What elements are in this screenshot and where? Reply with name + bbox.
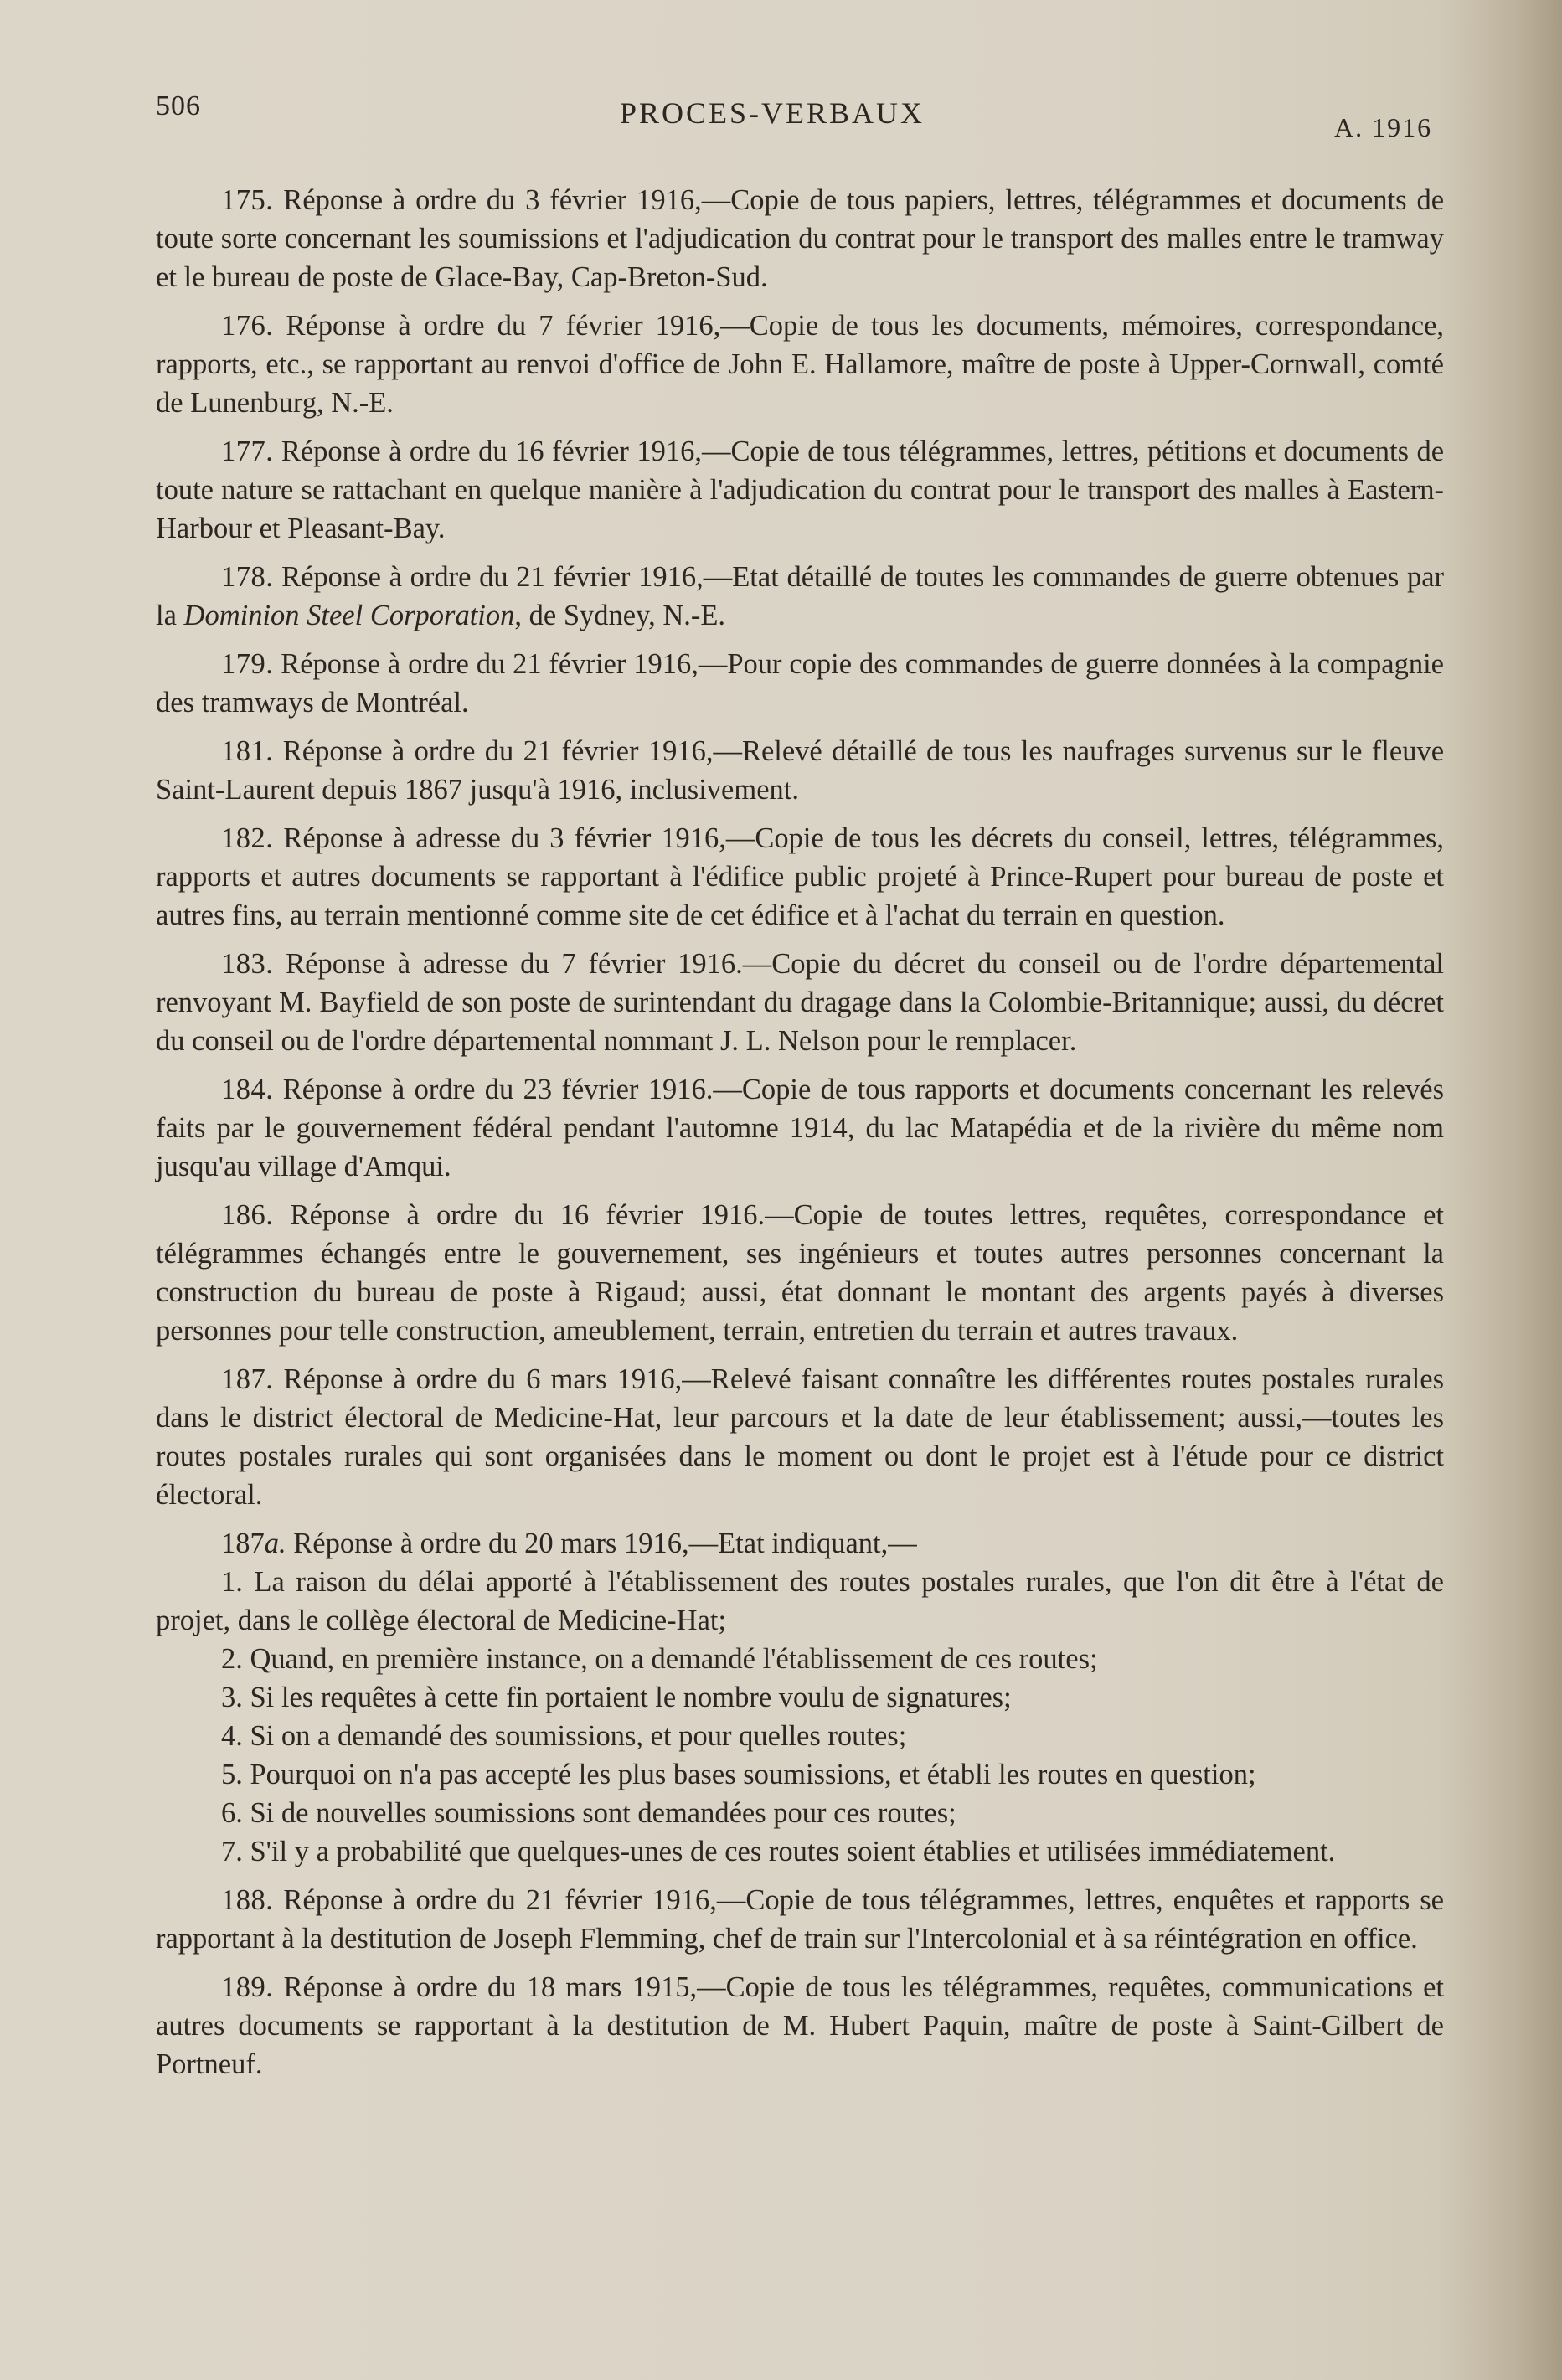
running-title: PROCES-VERBAUX [620,96,925,130]
entry-187a-item: 7. S'il y a probabilité que quelques-unes de ces routes soient établies et utilisées immédiatement. [221,1836,1336,1867]
entry-181: 181. Réponse à ordre du 21 février 1916,—Relevé détaillé de tous les naufrages survenus sur le fleuve Saint-Laurent depuis 1867 jusqu'à 1916, inclusivement. [156,735,1445,806]
page-number: 506 [156,90,201,121]
entry-186: 186. Réponse à ordre du 16 février 1916.—Copie de toutes lettres, requêtes, correspondance et télégrammes échangés entre le gouvernement, ses ingénieurs et toutes autres personnes concernant la construction du bureau de poste à Rigaud; aussi, état donnant le montant des argents payés à diverses personnes pour telle construction, ameublement, terrain, entretien du terrain et autres travaux. [156,1199,1444,1347]
entry-188: 188. Réponse à ordre du 21 février 1916,—Copie de tous télégrammes, lettres, enquêtes et rapports se rapportant à la destitution de Joseph Flemming, chef de train sur l'Intercolonial et à sa réintégration en office. [156,1884,1444,1955]
entry-187a-item: 4. Si on a demandé des soumissions, et pour quelles routes; [221,1720,907,1752]
entry-183: 183. Réponse à adresse du 7 février 1916.—Copie du décret du conseil ou de l'ordre départemental renvoyant M. Bayfield de son poste de surintendant du dragage dans la Colombie-Britannique; aussi, du décret du conseil ou de l'ordre départemental nommant J. L. Nelson pour le remplacer. [156,948,1444,1057]
entry-176: 176. Réponse à ordre du 7 février 1916,—Copie de tous les documents, mémoires, correspondance, rapports, etc., se rapportant au renvoi d'office de John E. Hallamore, maître de poste à Upper-Cornwall, comté de Lunenburg, N.-E. [156,310,1445,419]
entry-175: 175. Réponse à ordre du 3 février 1916,—Copie de tous papiers, lettres, télégrammes et documents de toute sorte concernant les soumissions et l'adjudication du contrat pour le transport des malles entre le tramway et le bureau de poste de Glace-Bay, Cap-Breton-Sud. [156,184,1445,293]
entry-187a-item: 5. Pourquoi on n'a pas accepté les plus bases soumissions, et établi les routes en question; [221,1759,1256,1790]
entry-177: 177. Réponse à ordre du 16 février 1916,—Copie de tous télégrammes, lettres, pétitions et documents de toute nature se rattachant en quelque manière à l'adjudication du contrat pour le transport des malles à Eastern-Harbour et Pleasant-Bay. [156,435,1445,544]
entry-178: 178. Réponse à ordre du 21 février 1916,—Etat détaillé de toutes les commandes de guerre obtenues par la Dominion Steel Corporation, de Sydney, N.-E. [156,561,1444,631]
entry-187a-item: 2. Quand, en première instance, on a demandé l'établissement de ces routes; [221,1643,1098,1675]
entry-187a: 187a. Réponse à ordre du 20 mars 1916,—Etat indiquant,— [221,1527,917,1559]
company-name: Dominion Steel Corporation [183,600,515,631]
entry-187a-item: 6. Si de nouvelles soumissions sont demandées pour ces routes; [221,1797,956,1829]
entry-184: 184. Réponse à ordre du 23 février 1916.—Copie de tous rapports et documents concernant les relevés faits par le gouvernement fédéral pendant l'automne 1914, du lac Matapédia et de la rivière du même nom jusqu'au village d'Amqui. [156,1074,1445,1182]
entry-187a-item: 1. La raison du délai apporté à l'établissement des routes postales rurales, que l'on dit être à l'état de projet, dans le collège électoral de Medicine-Hat; [156,1566,1444,1636]
session-year: A. 1916 [1334,112,1433,142]
page-body [156,181,1444,2094]
entry-182: 182. Réponse à adresse du 3 février 1916,—Copie de tous les décrets du conseil, lettres, télégrammes, rapports et autres documents se rapportant à l'édifice public projeté à Prince-Rupert pour bureau de poste et autres fins, au terrain mentionné comme site de cet édifice et à l'achat du terrain en question. [156,822,1444,931]
entry-179: 179. Réponse à ordre du 21 février 1916,—Pour copie des commandes de guerre données à la compagnie des tramways de Montréal. [156,648,1444,719]
entry-187: 187. Réponse à ordre du 6 mars 1916,—Relevé faisant connaître les différentes routes postales rurales dans le district électoral de Medicine-Hat, leur parcours et la date de leur établissement; aussi,—toutes les routes postales rurales qui sont organisées dans le moment ou dont le projet est à l'étude pour ce district électoral. [156,1363,1445,1511]
entry-187a-item: 3. Si les requêtes à cette fin portaient le nombre voulu de signatures; [221,1682,1012,1713]
entry-189: 189. Réponse à ordre du 18 mars 1915,—Copie de tous les télégrammes, requêtes, communications et autres documents se rapportant à la destitution de M. Hubert Paquin, maître de poste à Saint-Gilbert de Portneuf. [156,1971,1445,2080]
page-header [0,84,1562,142]
